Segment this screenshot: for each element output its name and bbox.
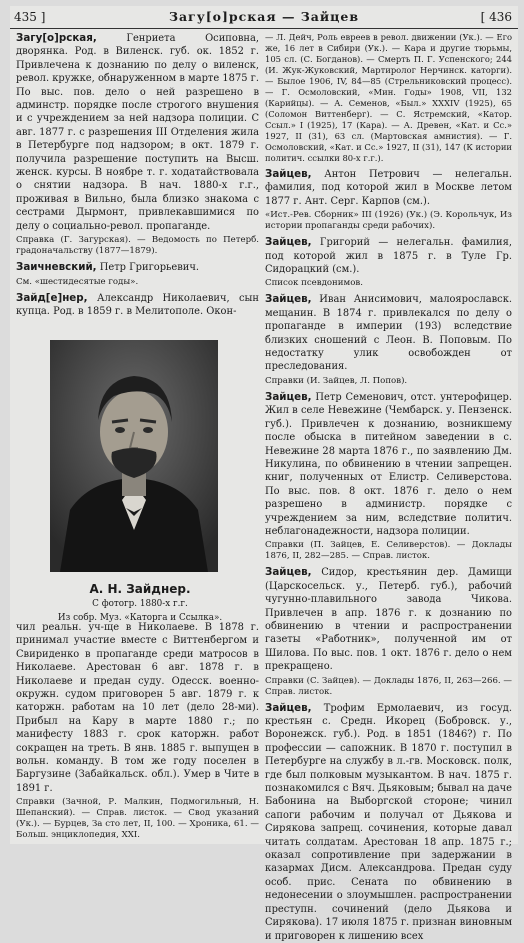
caption-line-1: С фотогр. 1880-х г.г.	[92, 599, 188, 609]
entry-text: Антон Петрович — нелегальн. фамилия, под которой жил в Москве летом 1877 г. Ант. Серг. Карпов (см.).	[265, 169, 513, 207]
entry-zaytsev-ivan	[265, 293, 512, 386]
entry-heading: Заичневский,	[16, 261, 97, 274]
caption-name: А. Н. Зайднер.	[89, 582, 191, 596]
portrait-illustration	[50, 340, 218, 572]
entry-source: «Ист.-Рев. Сборник» III (1926) (Ук.) (Э. Корольчук, Из истории пропаганды среди рабочих).	[265, 210, 512, 232]
entry-text: Генриета Осиповна, дворянка. Род. в Виленск. губ. ок. 1852 г. Привлечена к дознанию по делу о виленск, револ. кружке, обнаруженном в марте 1875 г. По выс. пов. дело о ней разрешено в админстр. порядке после строгого внушения и с учреждением за ней надзора полиции. С авг. 1877 г. с разрешения III Отделения жила в Петербурге под надзором; в окт. 1879 г. получила разрешение поступить на Высш. женск. курсы. В ноябре т. г. ходатайствовала о снятии надзора. В нач. 1880-х г.г., проживая в Вильно, была близко знакома с сестрами Дырмонт, привлекавшимися по делу о социально-револ. пропаганде.	[16, 33, 259, 232]
entry-zaichnevsky	[16, 261, 259, 287]
entry-text: Петр Григорьевич.	[99, 262, 200, 274]
entry-source: Справки (С. Зайцев). — Доклады 1876, II, 263—266. — Справ. листок.	[265, 675, 512, 697]
entry-zaydener	[16, 292, 259, 319]
portrait-photo	[50, 340, 218, 572]
entry-source: Справки (П. Зайцев, Е. Селиверстов). — Доклады 1876, II, 282—285. — Справ. листок.	[265, 540, 512, 562]
entry-text: Иван Анисимович, малоярославск. мещанин. В 1874 г. привлекался по делу о пропаганде в империи (193) вследствие близких сношений с Леон. В. Поповым. По недостатку улик освобожден от преследования.	[265, 294, 513, 373]
entry-source: Справка (Г. Загурская). — Ведомость по Петерб. градоначальству (1877—1879).	[16, 235, 259, 257]
entry-text: Сидор, крестьянин дер. Дамищи (Царскосельск. у., Петерб. губ.), рабочий чугунно-плавильного завода Чикова. Привлечен в апр. 1876 г. к дознанию по обвинению в чтении и распространении газеты «Работник», полученной им от Шилова. По выс. пов. 1 окт. 1876 г. дело о нем прекращено.	[265, 567, 512, 673]
caption-line-2: Из собр. Муз. «Каторга и Ссылка».	[57, 613, 223, 623]
running-header	[10, 6, 518, 29]
entry-source: Список псевдонимов.	[265, 278, 363, 289]
entry-heading: Загу[о]рская,	[16, 32, 97, 44]
entry-text: чил реальн. уч-ще в Николаеве. В 1878 г. принимал участие вместе с Виттенбергом и Свириденко в пропаганде среди матросов в Николаеве. Арестован 6 авг. 1878 г. в Николаеве и предан суду. Одесск. военно-окружн. судом приговорен 5 авг. 1879 г. к каторжн. работам на 10 лет (дело 28-ми). Прибыл на Кару в марте 1880 г.; по манифесту 1883 г. срок каторжн. работ сокращен на треть. В янв. 1885 г. выпущен в вольн. команду. В том же году поселен в Баргузине (Забайкальск. обл.). Умер в Чите в 1891 г.	[16, 622, 259, 794]
page-number-right: [ 436	[480, 10, 512, 24]
references-block: — Л. Дейч, Роль евреев в револ. движении (Ук.). — Его же, 16 лет в Сибири (Ук.). — Кара и другие тюрьмы, 105 сл. (С. Богданов). — Смерть П. Г. Успенского; 244 (И. Жук-Жуковский, Мартиролог Нерчинск. каторги). — Былое 1906, IV, 84—85 (Стрельниковский процесс). — Г. Осмоловский, «Мин. Годы» 1908, VII, 132 (Карийцы). — А. Семенов, «Был.» XXXIV (1925), 65 (Соломон Виттенберг). — С. Ястремский, «Катор. Ссыл.» I (1925), 17 (Кара). — А. Древен, «Кат. и Сс.» 1927, II (31), 63 сл. (Мартовская амнистия). — Г. Осмоловский, «Кат. и Сс.» 1927, II (31), 147 (К истории политич. ссылки 80-х г.г.).	[265, 32, 512, 163]
entry-zaytsev-grigory	[265, 236, 512, 289]
entry-text: Григорий — нелегальн. фамилия, под которой жил в 1875 г. в Туле Гр. Сидорацкий (см.).	[265, 237, 513, 276]
entry-heading: Зайцев,	[265, 390, 312, 403]
left-column-bottom	[16, 621, 259, 839]
entry-text: Трофим Ермолаевич, из госуд. крестьян с. Средн. Икорец (Бобровск. у., Воронежск. губ.). Род. в 1851 (1846?) г. По профессии — сапожник. В 1870 г. поступил в Петербурге на службу в л.-гв. Московск. полк, где был полковым музыкантом. В нач. 1875 г. познакомился с Вяч. Дьяковым; бывал на даче Бабонина на Выборгской стороне; чинил сапоги рабочим и получал от Дьякова и Сирякова запрещ. сочинения, которые давал читать солдатам. Арестован 18 апр. 1875 г.; оказал сопротивление при задержании в казармах Дисм. Александрова. Предан суду особ. прис. Сената по обвинению в недонесении о злоумышлен. распространении преступн. сочинений (дело Дьякова и Сирякова). 17 июля 1875 г. признан виновным и приговорен к лишению всех	[265, 702, 512, 942]
entry-text: Петр Семенович, отст. унтерофицер. Жил в селе Невежине (Чембарск. у. Пензенск. губ.). Привлечен к дознанию, возникшему после обыска в питейном заведении в с. Невежине 28 марта 1876 г., по заявлению Дм. Никулина, по обвинению в чтении запрещен. книг, полученных от Елистр. Селиверстова. По выс. пов. 8 окт. 1876 г. дело о нем разрешено в администр. порядке с учреждением за ним, вследствие политич. неблагонадежности, надзора полиции.	[265, 391, 512, 537]
entry-zaydener-continued	[16, 621, 259, 841]
page-number-left: 435 ]	[14, 10, 46, 24]
entry-text: Александр Николаевич, сын купца. Род. в 1859 г. в Мелитополе. Окон-	[16, 292, 260, 317]
right-column	[265, 32, 513, 942]
entry-zaytsev-petr	[265, 391, 512, 562]
entry-heading: Зайцев,	[265, 168, 312, 180]
entry-heading: Зайцев,	[265, 701, 312, 714]
entry-source: См. «шестидесятые годы».	[16, 276, 139, 287]
entry-heading: Зайцев,	[265, 293, 312, 306]
photo-caption	[50, 582, 230, 624]
entry-zaytsev-sidor	[265, 566, 512, 697]
entry-zaytsev-anton	[265, 168, 512, 232]
entry-source: Справки (Зачной, Р. Малкин, Подмогильный, Н. Шепанский). — Справ. листок. — Свод указаний (Ук.). — Бурцев, За сто лет, II, 100. — Хроника, 61. — Больш. энциклопедия, XXI.	[16, 797, 259, 841]
entry-zaytsev-trofim	[265, 702, 512, 943]
entry-heading: Зайцев,	[265, 566, 312, 579]
entry-heading: Зайд[е]нер,	[16, 291, 88, 304]
entry-source: Справки (И. Зайцев, Л. Попов).	[265, 375, 408, 386]
left-column	[16, 32, 260, 317]
header-title: Загу[о]рская — Зайцев	[168, 9, 360, 24]
entry-zagurskaya	[16, 32, 259, 257]
entry-heading: Зайцев,	[265, 236, 312, 249]
book-page	[10, 6, 518, 942]
